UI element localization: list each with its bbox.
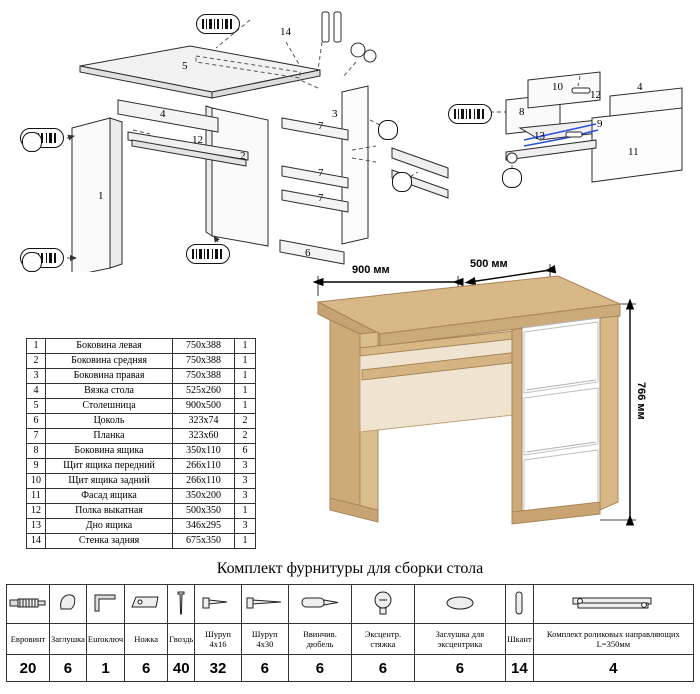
row-qty: 1 [235,369,256,384]
desk-render [300,258,690,552]
table-row [27,339,256,354]
cam-lock-icon [352,585,415,624]
row-qty: 3 [235,459,256,474]
row-num: 4 [27,384,46,399]
part-label-7: 7 [318,120,324,132]
drawer-label-9: 9 [597,118,603,130]
row-num: 5 [27,399,46,414]
row-dim: 750x388 [173,369,235,384]
row-name: Планка [46,429,173,444]
hardware-name: Шуруп 4х30 [241,624,288,655]
part-label-5: 5 [182,60,188,72]
row-num: 14 [27,534,46,549]
table-row [27,399,256,414]
row-name: Цоколь [46,414,173,429]
cap-plug-icon [50,585,87,624]
callout-bubble [22,252,42,272]
parts-table [26,338,256,549]
row-num: 10 [27,474,46,489]
row-dim: 675x350 [173,534,235,549]
part-label-6: 6 [305,247,311,259]
table-row [27,384,256,399]
hardware-count: 1 [86,655,124,682]
part-label-1: 1 [98,190,104,202]
foot-icon [125,585,168,624]
hardware-count: 6 [414,655,505,682]
row-qty: 3 [235,489,256,504]
row-name: Стенка задняя [46,534,173,549]
hardware-name: Евровинт [7,624,50,655]
row-num: 8 [27,444,46,459]
hardware-name: Euroключ [86,624,124,655]
row-qty: 6 [235,444,256,459]
part-label-7: 7 [318,192,324,204]
part-label-4: 4 [160,108,166,120]
row-name: Боковина средняя [46,354,173,369]
callout-bubble [392,172,412,192]
row-num: 9 [27,459,46,474]
nail-icon [168,585,195,624]
table-row [27,429,256,444]
hardware-icons-row [7,585,694,624]
hardware-name: Гвоздь [168,624,195,655]
drawer-label-8: 8 [519,106,525,118]
row-qty: 2 [235,429,256,444]
part-label-7: 7 [318,167,324,179]
table-row [27,504,256,519]
hardware-count: 6 [352,655,415,682]
row-qty: 3 [235,474,256,489]
hardware-count: 6 [125,655,168,682]
row-dim: 750x388 [173,339,235,354]
part-label-12: 12 [192,134,203,146]
callout-barcode [448,104,492,124]
row-num: 2 [27,354,46,369]
hardware-name: Эксцентр. стяжка [352,624,415,655]
row-qty: 1 [235,339,256,354]
table-row [27,369,256,384]
dimension-height: 766 мм [635,382,647,420]
callout-bubble [22,132,42,152]
cam-cover-icon [414,585,505,624]
exploded-view-svg [0,0,700,272]
drawer-slide-icon [533,585,693,624]
part-label-3: 3 [332,108,338,120]
table-row [27,444,256,459]
dimension-width: 900 мм [352,264,390,276]
row-dim: 323x60 [173,429,235,444]
row-dim: 525x260 [173,384,235,399]
row-num: 3 [27,369,46,384]
row-dim: 500x350 [173,504,235,519]
row-name: Боковина правая [46,369,173,384]
hardware-name: Заглушка [50,624,87,655]
row-dim: 323x74 [173,414,235,429]
hardware-name: Шкант [506,624,534,655]
hardware-names-row [7,624,694,655]
row-dim: 346x295 [173,519,235,534]
row-dim: 266x110 [173,459,235,474]
row-num: 13 [27,519,46,534]
exploded-view-diagram [0,0,700,270]
row-dim: 350x200 [173,489,235,504]
row-name: Столешница [46,399,173,414]
hardware-kit-table [6,584,694,682]
table-row [27,489,256,504]
row-name: Дно ящика [46,519,173,534]
euro-screw-icon [7,585,50,624]
row-dim: 266x110 [173,474,235,489]
dowel-screw-icon [288,585,351,624]
part-label-14: 14 [280,26,291,38]
hardware-kit-title: Комплект фурнитуры для сборки стола [216,560,484,577]
hardware-count: 20 [7,655,50,682]
drawer-label-11: 11 [628,146,639,158]
callout-barcode [196,14,240,34]
hardware-count: 32 [195,655,241,682]
callout-bubble [502,168,522,188]
screw-4x30-icon [241,585,288,624]
hardware-count: 6 [241,655,288,682]
row-qty: 1 [235,534,256,549]
row-qty: 1 [235,399,256,414]
drawer-label-10: 10 [552,81,563,93]
row-dim: 750x388 [173,354,235,369]
hardware-name: Комплект роликовых направляющих L=350мм [533,624,693,655]
table-row [27,354,256,369]
hardware-counts-row [7,655,694,682]
desk-render-svg [300,262,690,552]
row-name: Боковина ящика [46,444,173,459]
row-num: 12 [27,504,46,519]
hardware-count: 40 [168,655,195,682]
row-name: Боковина левая [46,339,173,354]
row-num: 7 [27,429,46,444]
hardware-count: 6 [288,655,351,682]
screw-4x16-icon [195,585,241,624]
table-row [27,459,256,474]
row-name: Щит ящика передний [46,459,173,474]
row-name: Полка выкатная [46,504,173,519]
row-qty: 2 [235,414,256,429]
drawer-label-13: 13 [534,130,545,142]
row-qty: 3 [235,519,256,534]
drawer-label-4: 4 [637,81,643,93]
hardware-name: Заглушка для эксцентрика [414,624,505,655]
row-dim: 900x500 [173,399,235,414]
dowel-icon [506,585,534,624]
row-name: Щит ящика задний [46,474,173,489]
part-label-2: 2 [240,150,246,162]
dimension-depth: 500 мм [470,258,508,270]
hardware-name: Ножка [125,624,168,655]
callout-bubble [378,120,398,140]
row-num: 1 [27,339,46,354]
table-row [27,474,256,489]
hardware-name: Шуруп 4х16 [195,624,241,655]
table-row [27,414,256,429]
allen-key-icon [86,585,124,624]
row-qty: 1 [235,384,256,399]
hardware-count: 14 [506,655,534,682]
row-qty: 1 [235,504,256,519]
row-dim: 350x110 [173,444,235,459]
hardware-name: Ввинчив. дюбель [288,624,351,655]
row-name: Фасад ящика [46,489,173,504]
table-row [27,519,256,534]
row-qty: 1 [235,354,256,369]
row-num: 11 [27,489,46,504]
hardware-count: 4 [533,655,693,682]
hardware-count: 6 [50,655,87,682]
drawer-label-12: 12 [590,89,601,101]
row-num: 6 [27,414,46,429]
callout-barcode [186,244,230,264]
table-row [27,534,256,549]
row-name: Вязка стола [46,384,173,399]
